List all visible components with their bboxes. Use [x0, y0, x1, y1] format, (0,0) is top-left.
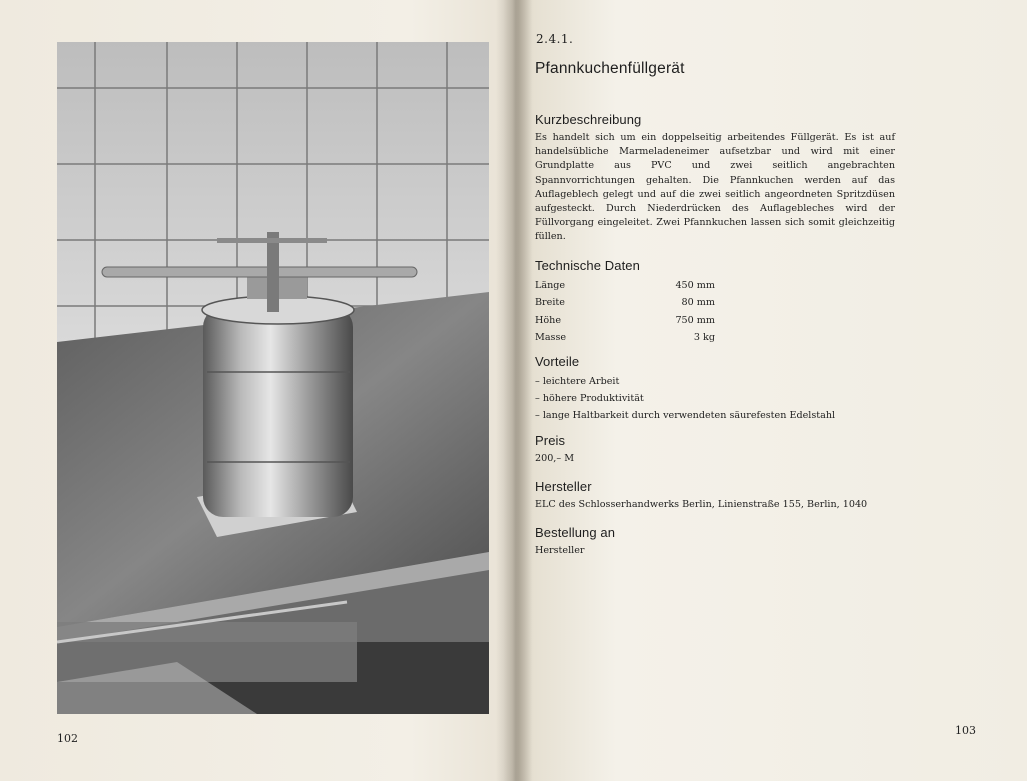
vorteile-list: [535, 373, 895, 424]
list-item: – leichtere Arbeit: [535, 375, 620, 387]
heading-bestellung: Bestellung an: [535, 524, 616, 540]
list-item: – höhere Produktivität: [535, 392, 644, 404]
heading-preis: Preis: [535, 432, 566, 448]
td-value: 3 kg: [693, 332, 715, 344]
td-row: [535, 329, 895, 347]
td-label: Höhe: [535, 314, 561, 326]
td-value: 450 mm: [675, 279, 715, 291]
heading-hersteller: Hersteller: [535, 478, 592, 494]
td-label: Länge: [535, 279, 566, 291]
page-title: Pfannkuchenfüllgerät: [535, 60, 685, 77]
page-number-left: 102: [57, 732, 78, 745]
preis-value: 200,– M: [535, 452, 575, 464]
hersteller-value: ELC des Schlosserhandwerks Berlin, Linienstraße 155, Berlin, 1040: [535, 498, 868, 510]
photo-filling-device: [57, 42, 489, 714]
td-label: Masse: [535, 332, 567, 344]
page-number-right: 103: [955, 724, 976, 737]
section-number: 2.4.1.: [536, 32, 574, 46]
right-page-content: [535, 32, 895, 571]
td-row: [535, 277, 895, 295]
heading-vorteile: Vorteile: [535, 353, 580, 369]
td-row: [535, 312, 895, 330]
book-gutter: [496, 0, 532, 781]
td-label: Breite: [535, 297, 565, 309]
heading-technische-daten: Technische Daten: [535, 257, 640, 273]
list-item: – lange Haltbarkeit durch verwendeten säurefesten Edelstahl: [535, 409, 836, 421]
kurzbeschreibung-text: Es handelt sich um ein doppelseitig arbeitendes Füllgerät. Es ist auf handelsübliche Marmeladeneimer aufsetzbar und wird mit einer Grundplatte aus PVC und zwei seitlich angebrachten Spannvorrichtungen gehalten. Die Pfannkuchen werden auf das Auflageblech gelegt und auf die zwei seitlich angeordneten Spritzdüsen aufgesteckt. Durch Niederdrücken des Auflagebleches wird der Füllvorgang eingeleitet. Zwei Pfannkuchen lassen sich somit gleichzeitig füllen.: [535, 132, 895, 243]
td-value: 80 mm: [681, 297, 715, 309]
td-row: [535, 294, 895, 312]
td-value: 750 mm: [675, 314, 715, 326]
bestellung-value: Hersteller: [535, 544, 585, 556]
technische-daten-table: [535, 277, 895, 347]
heading-kurzbeschreibung: Kurzbeschreibung: [535, 112, 642, 127]
